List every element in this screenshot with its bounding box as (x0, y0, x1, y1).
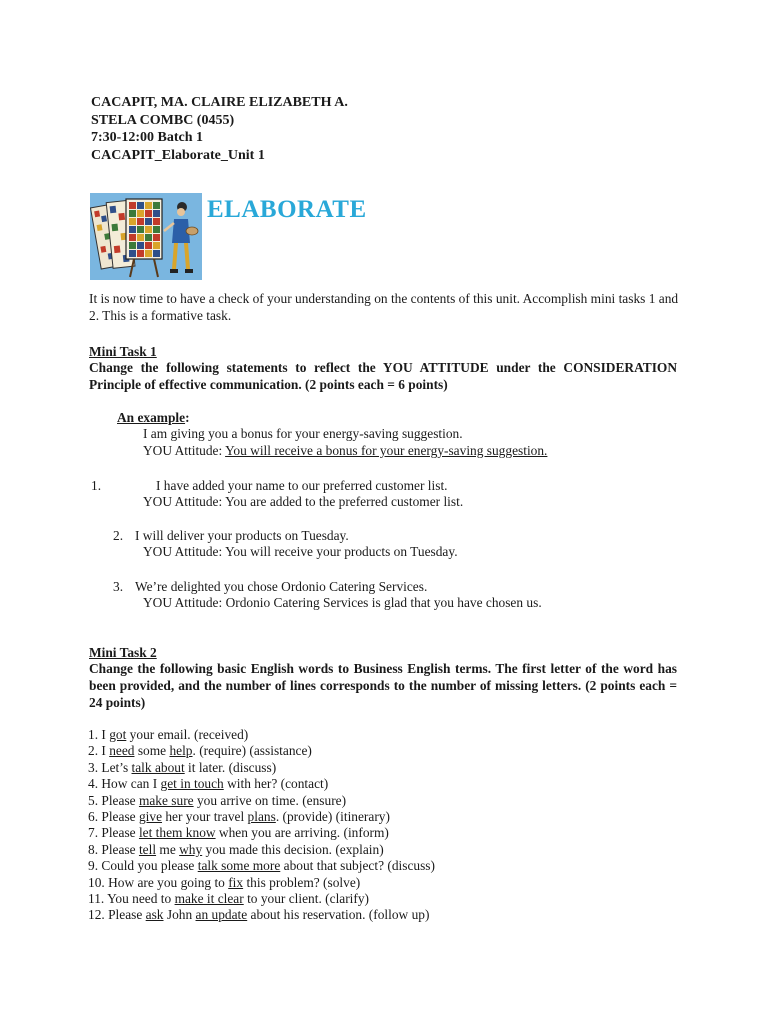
item-text: 4. How can I (88, 776, 161, 792)
mini-task-2-instructions: Change the following basic English words to Business English terms. The first letter of the word has been provided, and the number of lines corresponds to the number of missing letters. (2 points each = 24 points) (89, 661, 677, 710)
underlined-term: make sure (138, 792, 194, 808)
item-text: . (provide) (itinerary) (275, 809, 390, 824)
underlined-term: why (179, 841, 203, 857)
item-text: your email. (received) (126, 727, 249, 742)
item-text: her your travel (162, 809, 248, 824)
intro-paragraph: It is now time to have a check of your understanding on the contents of this unit. Accomplish mini tasks 1 and 2. This is a formative task. (89, 291, 679, 323)
example-statement: I am giving you a bonus for your energy-saving suggestion. (143, 426, 463, 441)
mini-task-2-title: Mini Task 2 (89, 645, 157, 660)
item-2-number: 2. (113, 528, 124, 543)
item-1-answer: YOU Attitude: You are added to the preferred customer list. (143, 494, 464, 509)
item-text: 11. You need to (88, 891, 175, 906)
task-2-item (88, 727, 248, 743)
course-code: STELA COMBC (0455) (91, 112, 235, 128)
item-text: John (163, 907, 196, 923)
item-text: you arrive on time. (ensure) (193, 792, 347, 808)
item-text: 7. Please (88, 825, 139, 841)
underlined-term: ask (145, 907, 164, 923)
mini-task-1-title: Mini Task 1 (89, 344, 157, 359)
item-text: me (156, 841, 180, 857)
item-text: you made this decision. (explain) (202, 841, 384, 857)
item-text: it later. (discuss) (184, 759, 277, 775)
underlined-term: need (109, 743, 135, 759)
item-text: . (require) (assistance) (192, 743, 312, 759)
underlined-term: talk some more (197, 858, 281, 874)
underlined-term: help (169, 743, 193, 759)
class-schedule: 7:30-12:00 Batch 1 (91, 130, 203, 145)
item-2-statement: I will deliver your products on Tuesday. (135, 528, 349, 543)
item-1-statement: I have added your name to our preferred customer list. (156, 478, 448, 493)
example-heading (117, 410, 190, 426)
painter-canvas-illustration (90, 193, 202, 280)
task-2-item (88, 842, 384, 858)
underlined-term: get in touch (160, 776, 224, 792)
example-answer: You will receive a bonus for your energy-saving suggestion. (225, 443, 548, 458)
underlined-term: plans (247, 809, 276, 824)
item-2-answer: YOU Attitude: You will receive your products on Tuesday. (143, 544, 458, 559)
underlined-term: give (138, 809, 163, 824)
item-text: this problem? (solve) (243, 874, 361, 890)
mini-task-1-instructions: Change the following statements to reflect the YOU ATTITUDE under the CONSIDERATION Principle of effective communication. (2 points each = 6 points) (89, 360, 677, 392)
underlined-term: an update (195, 907, 248, 923)
section-title: ELABORATE (207, 196, 367, 223)
underlined-term: make it clear (174, 891, 244, 906)
you-attitude-label: YOU Attitude: (143, 443, 223, 458)
student-header (91, 94, 348, 164)
task-2-item (88, 858, 435, 874)
file-title: CACAPIT_Elaborate_Unit 1 (91, 147, 265, 163)
item-text: 5. Please (88, 792, 139, 808)
underlined-term: tell (138, 841, 157, 857)
underlined-term: talk about (131, 759, 185, 775)
item-text: about that subject? (discuss) (280, 858, 435, 874)
underlined-term: got (109, 727, 127, 742)
item-3-number: 3. (113, 579, 124, 594)
task-2-item (88, 891, 369, 907)
item-text: 9. Could you please (88, 858, 198, 874)
item-text: when you are arriving. (inform) (215, 825, 389, 841)
item-text: 6. Please (88, 809, 139, 824)
item-text: some (134, 743, 170, 759)
student-name: CACAPIT, MA. CLAIRE ELIZABETH A. (91, 95, 348, 110)
task-2-item (88, 760, 276, 776)
item-1-number: 1. (91, 478, 102, 493)
task-2-item (88, 809, 390, 825)
task-2-item (88, 776, 328, 792)
task-2-item (88, 825, 389, 841)
underlined-term: let them know (138, 825, 216, 841)
item-text: 8. Please (88, 841, 139, 857)
task-2-item (88, 743, 312, 759)
task-2-item (88, 907, 429, 923)
item-text: 12. Please (88, 907, 146, 923)
item-text: with her? (contact) (223, 776, 329, 792)
item-text: 2. I (88, 743, 110, 759)
item-3-answer: YOU Attitude: Ordonio Catering Services is glad that you have chosen us. (143, 595, 542, 610)
task-2-item (88, 875, 360, 891)
item-text: 10. How are you going to (88, 874, 229, 890)
example-answer-line (143, 443, 547, 459)
item-text: to your client. (clarify) (243, 891, 370, 906)
example-label: An example (117, 410, 186, 425)
item-text: 3. Let’s (88, 759, 132, 775)
underlined-term: fix (228, 874, 244, 890)
item-3-statement: We’re delighted you chose Ordonio Catering Services. (135, 579, 428, 594)
task-2-item (88, 793, 346, 809)
item-text: 1. I (88, 727, 110, 742)
item-text: about his reservation. (follow up) (247, 907, 430, 923)
example-colon: : (185, 410, 190, 425)
